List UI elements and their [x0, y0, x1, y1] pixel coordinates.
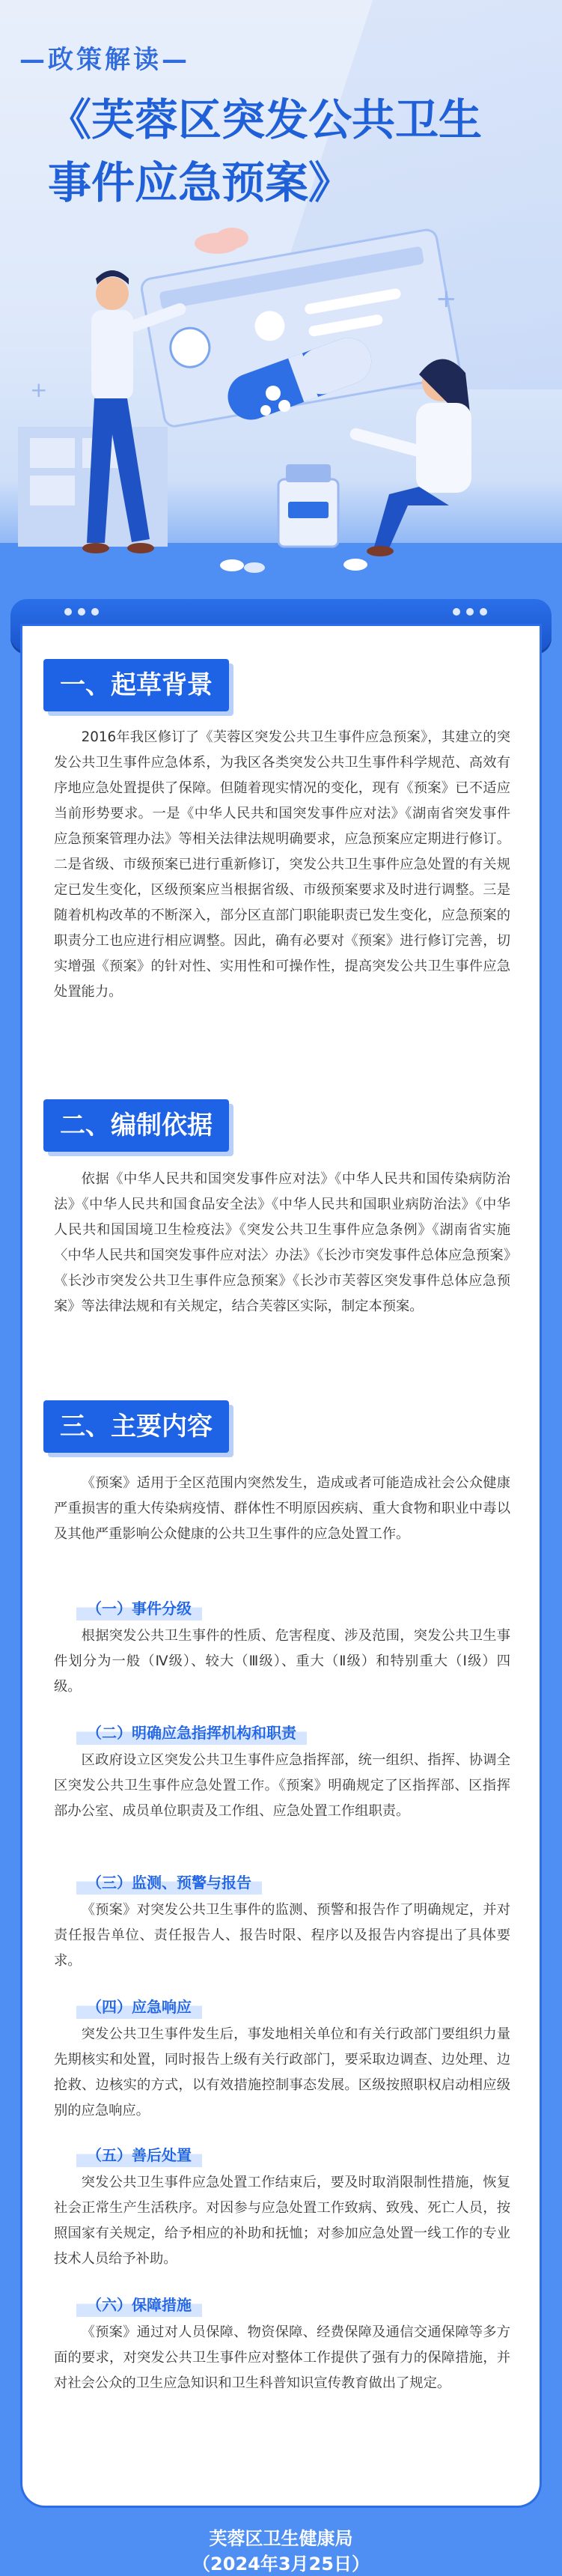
card-dots-right [453, 608, 487, 616]
subsection-text: 《预案》通过对人员保障、物资保障、经费保障及通信交通保障等多方面的要求，对突发公共卫生事件应对整体工作提供了强有力的保障措施，并对社会公众的卫生应急知识和卫生科普知识宣传教育做出了规定。 [54, 2324, 510, 2391]
card-dots-left [64, 608, 99, 616]
subsection-title: （六）保障措施 [76, 2293, 202, 2317]
health-illustration [0, 210, 562, 599]
medicine-bottle [278, 464, 338, 547]
title-line-2: 事件应急预案》 [48, 157, 352, 208]
hero-banner [0, 0, 562, 599]
section-heading: 二、编制依据 [43, 1099, 229, 1152]
svg-text:+: + [30, 377, 48, 402]
subsection-text: 《预案》对突发公共卫生事件的监测、预警和报告作了明确规定，并对责任报告单位、责任报告人、报告时限、程序以及报告内容提出了具体要求。 [54, 1902, 510, 1969]
title-line-1: 《芙蓉区突发公共卫生 [48, 94, 483, 145]
subsection-text: 突发公共卫生事件应急处置工作结束后，要及时取消限制性措施，恢复社会正常生产生活秩序。对因参与应急处置工作致病、致残、死亡人员，按照国家有关规定，给予相应的补助和抚恤；对参加应急处置一线工作的专业技术人员给予补助。 [54, 2175, 510, 2267]
section-heading: 三、主要内容 [43, 1400, 229, 1453]
subsection-title: （三）监测、预警与报告 [76, 1871, 262, 1895]
subsection-text: 区政府设立区突发公共卫生事件应急指挥部，统一组织、指挥、协调全区突发公共卫生事件应急处置工作。《预案》明确规定了区指挥部、区指挥部办公室、成员单位职责及工作组、应急处置工作组职责。 [54, 1752, 510, 1819]
section-paragraph: 2016年我区修订了《芙蓉区突发公共卫生事件应急预案》，其建立的突发公共卫生事件应急体系，为我区各类突发公共卫生事件科学规范、高效有序地应急处置提供了保障。但随着现实情况的变化，现有《预案》已不适应当前形势要求。一是《中华人民共和国突发事件应对法》《湖南省突发事件应急预案管理办法》等相关法律法规明确要求，应急预案应定期进行修订。二是省级、市级预案已进行重新修订，突发公共卫生事件应急处置的有关规定已发生变化，区级预案应当根据省级、市级预案要求及时进行调整。三是随着机构改革的不断深入，部分区直部门职能职责已发生变化，应急预案的职责分工也应进行相应调整。因此，确有必要对《预案》进行修订完善，切实增强《预案》的针对性、实用性和可操作性，提高突发公共卫生事件应急处置能力。 [54, 729, 510, 1000]
page-title [48, 88, 527, 214]
section-heading: 一、起草背景 [43, 659, 229, 711]
subsection-text: 突发公共卫生事件发生后，事发地相关单位和有关行政部门要组织力量先期核实和处置，同时报告上级有关行政部门，要采取边调查、边处理、边抢救、边核实的方式，以有效措施控制事态发展。区级按照职权启动相应级别的应急响应。 [54, 2026, 510, 2118]
footer-issuer: 芙蓉区卫生健康局 [209, 2528, 353, 2549]
svg-text:+: + [436, 284, 457, 314]
subsection-title: （五）善后处置 [76, 2143, 202, 2167]
section-paragraph: 依据《中华人民共和国突发事件应对法》《中华人民共和国传染病防治法》《中华人民共和国食品安全法》《中华人民共和国职业病防治法》《中华人民共和国国境卫生检疫法》《突发公共卫生事件应急条例》《湖南省实施〈中华人民共和国突发事件应对法〉办法》《长沙市突发事件总体应急预案》《长沙市突发公共卫生事件应急预案》《长沙市芙蓉区突发事件总体应急预案》等法律法规和有关规定，结合芙蓉区实际，制定本预案。 [54, 1171, 510, 1314]
kicker-label: —政策解读— [19, 45, 190, 75]
subsection-title: （四）应急响应 [76, 1995, 202, 2019]
footer-date: （2024年3月25日） [192, 2554, 370, 2575]
section-intro: 《预案》适用于全区范围内突然发生，造成或者可能造成社会公众健康严重损害的重大传染病疫情、群体性不明原因疾病、重大食物和职业中毒以及其他严重影响公众健康的公共卫生事件的应急处置工作。 [54, 1475, 510, 1542]
subsection-text: 根据突发公共卫生事件的性质、危害程度、涉及范围，突发公共卫生事件划分为一般（Ⅳ级）、较大（Ⅲ级）、重大（Ⅱ级）和特别重大（Ⅰ级）四级。 [54, 1628, 510, 1695]
subsection-title: （一）事件分级 [76, 1597, 202, 1620]
subsection-title: （二）明确应急指挥机构和职责 [76, 1721, 307, 1745]
